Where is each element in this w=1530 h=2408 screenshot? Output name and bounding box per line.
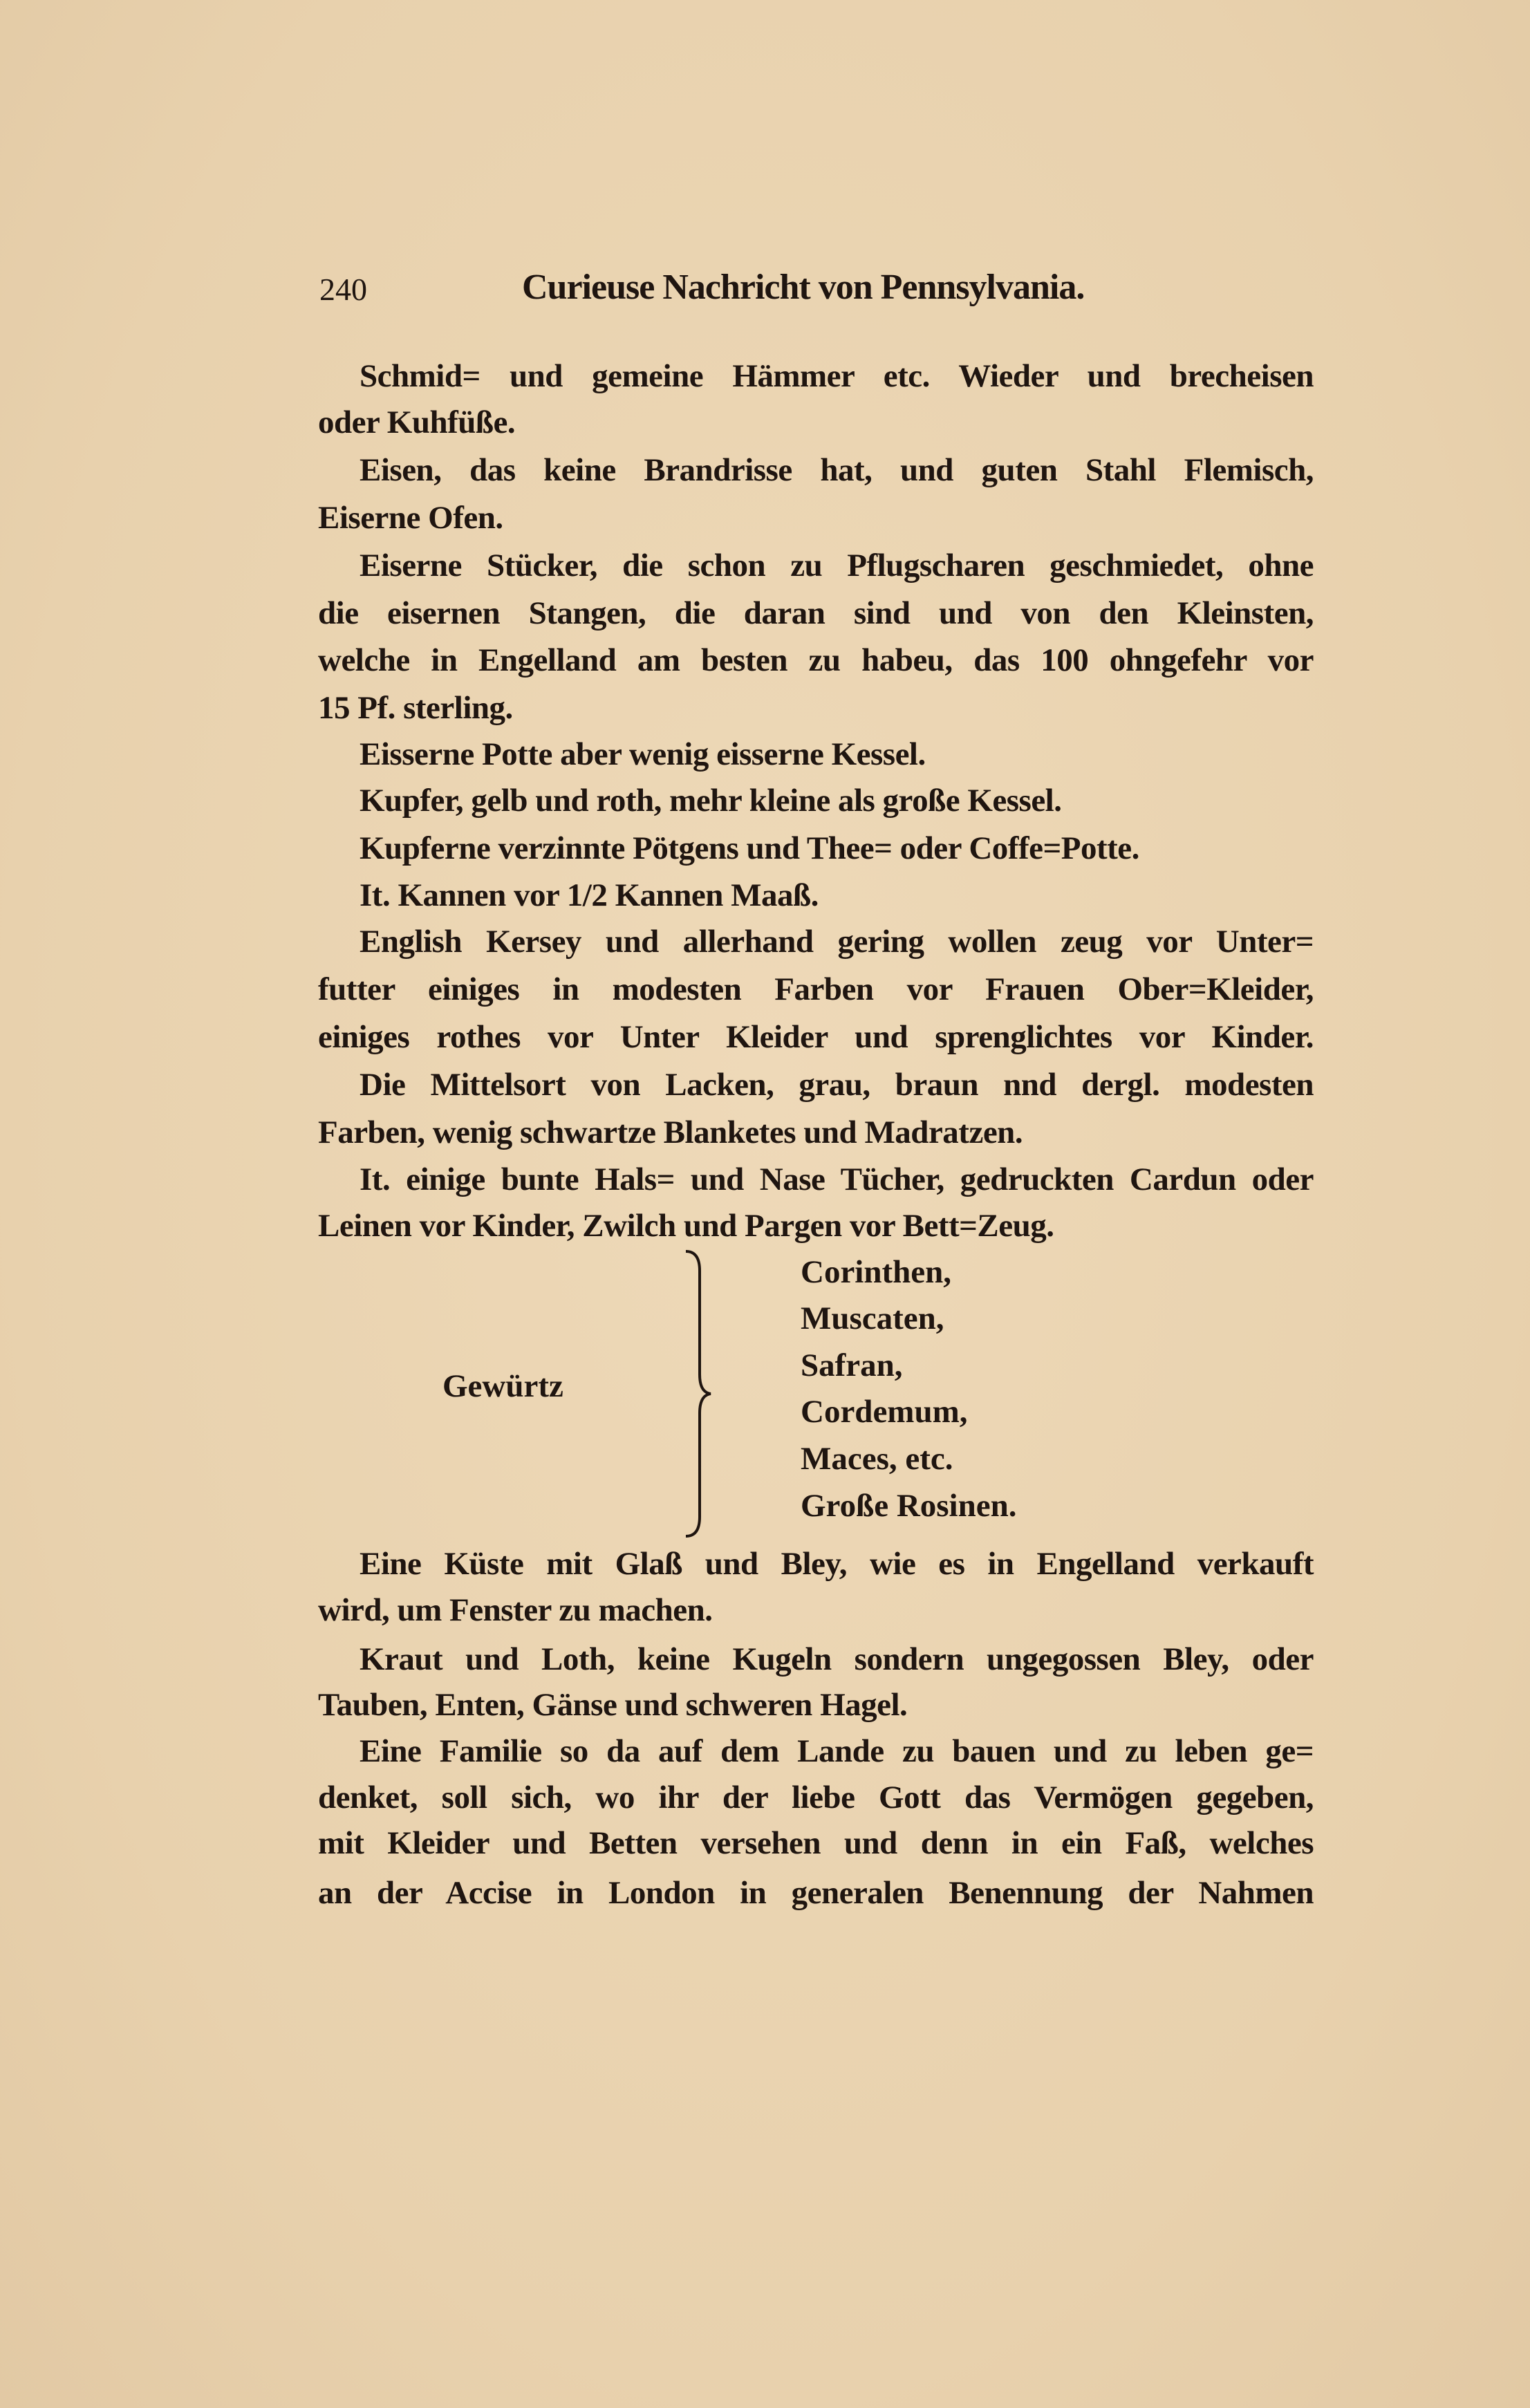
text-line: Die Mittelsort von Lacken, grau, braun nnd dergl. modesten bbox=[360, 1067, 1314, 1103]
text-line: Eisserne Potte aber wenig eisserne Kessel. bbox=[360, 736, 926, 772]
spice-item: Große Rosinen. bbox=[801, 1488, 1017, 1524]
text-line: Eiserne Stücker, die schon zu Pflugscharen geschmiedet, ohne bbox=[360, 548, 1314, 584]
text-line: Farben, wenig schwartze Blanketes und Madratzen. bbox=[318, 1114, 1023, 1150]
text-line: Tauben, Enten, Gänse und schweren Hagel. bbox=[318, 1687, 908, 1723]
text-line: Eiserne Ofen. bbox=[318, 500, 503, 536]
text-line: einiges rothes vor Unter Kleider und sprenglichtes vor Kinder. bbox=[318, 1019, 1314, 1055]
spice-item: Muscaten, bbox=[801, 1300, 944, 1336]
spice-item: Safran, bbox=[801, 1347, 903, 1383]
text-line: Eisen, das keine Brandrisse hat, und guten Stahl Flemisch, bbox=[360, 452, 1314, 488]
spice-item: Corinthen, bbox=[801, 1254, 952, 1290]
spices-label: Gewürtz bbox=[442, 1368, 563, 1404]
text-line: Kupfer, gelb und roth, mehr kleine als große Kessel. bbox=[360, 783, 1062, 819]
spice-item: Maces, etc. bbox=[801, 1441, 953, 1477]
text-line: an der Accise in London in generalen Benennung der Nahmen bbox=[318, 1875, 1314, 1911]
text-line: Eine Familie so da auf dem Lande zu bauen und zu leben ge= bbox=[360, 1733, 1314, 1769]
text-line: Schmid= und gemeine Hämmer etc. Wieder und brecheisen bbox=[360, 358, 1314, 394]
text-line: die eisernen Stangen, die daran sind und von den Kleinsten, bbox=[318, 595, 1314, 631]
text-line: 15 Pf. sterling. bbox=[318, 690, 513, 726]
text-line: mit Kleider und Betten versehen und denn in ein Faß, welches bbox=[318, 1825, 1314, 1861]
spice-item: Cordemum, bbox=[801, 1394, 968, 1430]
text-line: It. Kannen vor 1/2 Kannen Maaß. bbox=[360, 877, 819, 913]
text-line: English Kersey und allerhand gering wollen zeug vor Unter= bbox=[360, 924, 1314, 960]
text-line: wird, um Fenster zu machen. bbox=[318, 1592, 713, 1628]
text-line: It. einige bunte Hals= und Nase Tücher, gedruckten Cardun oder bbox=[360, 1161, 1314, 1197]
text-line: Kupferne verzinnte Pötgens und Thee= oder Coffe=Potte. bbox=[360, 830, 1139, 866]
text-line: oder Kuhfüße. bbox=[318, 404, 516, 440]
text-line: futter einiges in modesten Farben vor Frauen Ober=Kleider, bbox=[318, 971, 1314, 1007]
brace-symbol bbox=[684, 1250, 712, 1538]
text-line: denket, soll sich, wo ihr der liebe Gott das Vermögen gegeben, bbox=[318, 1780, 1314, 1816]
page-number: 240 bbox=[319, 272, 367, 307]
running-title: Curieuse Nachricht von Pennsylvania. bbox=[522, 268, 1085, 307]
text-line: Kraut und Loth, keine Kugeln sondern ungegossen Bley, oder bbox=[360, 1641, 1314, 1677]
text-line: Leinen vor Kinder, Zwilch und Pargen vor Bett=Zeug. bbox=[318, 1208, 1054, 1244]
text-line: welche in Engelland am besten zu habeu, das 100 ohngefehr vor bbox=[318, 642, 1314, 678]
text-line: Eine Küste mit Glaß und Bley, wie es in Engelland verkauft bbox=[360, 1546, 1314, 1582]
